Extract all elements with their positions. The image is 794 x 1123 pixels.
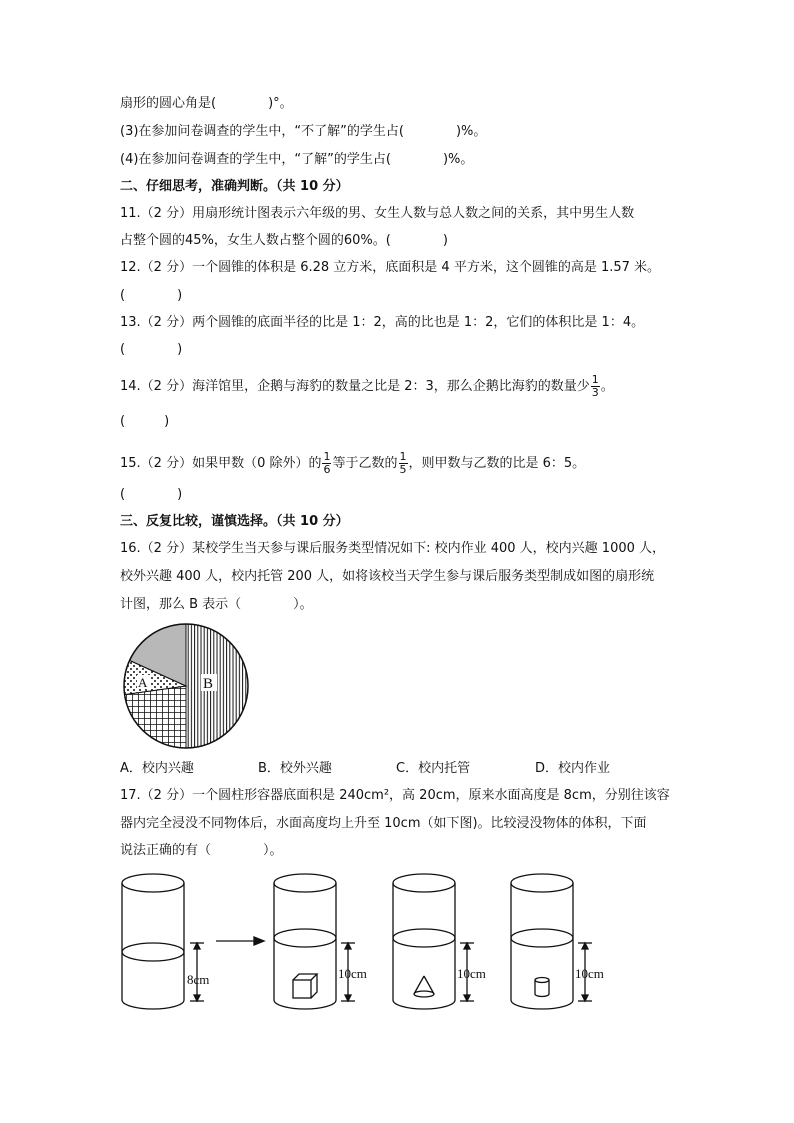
question-13-answer-paren: ( ) xyxy=(120,342,183,357)
section-heading: 三、反复比较，谨慎选择。（共 10 分） xyxy=(120,514,349,529)
pie-label-a: A xyxy=(138,675,148,690)
question-16-line3: 计图，那么 B 表示（ ）。 xyxy=(120,597,313,612)
fraction: $\frac{1}{5}$ xyxy=(399,450,407,476)
question-14-answer-paren: ( ) xyxy=(120,414,170,429)
label-10cm: 10cm xyxy=(338,966,367,981)
question-line: (3)在参加问卷调查的学生中，“不了解”的学生占( )%。 xyxy=(120,124,487,139)
cylinder-with-cone xyxy=(393,874,455,1009)
label-10cm: 10cm xyxy=(575,966,604,981)
pie-slice-grid xyxy=(125,686,186,748)
question-17-line1: 17.（2 分）一个圆柱形容器底面积是 240cm²，高 20cm，原来水面高度是 8cm，分别往该容 xyxy=(120,788,670,803)
question-line: 扇形的圆心角是( )°。 xyxy=(120,96,293,111)
question-15-line1: 15.（2 分）如果甲数（0 除外）的 $\frac{1}{6}$ 等于乙数的 $\frac{1}{5}$ ，则甲数与乙数的比是 6：5。 xyxy=(120,450,586,476)
pie-label-b: B xyxy=(203,676,214,692)
question-line: (4)在参加问卷调查的学生中，“了解”的学生占( )%。 xyxy=(120,152,474,167)
question-14-line1: 14.（2 分）海洋馆里，企鹅与海豹的数量之比是 2：3，那么企鹅比海豹的数量少 $\frac{1}{3}$ 。 xyxy=(120,373,614,399)
cylinder-original xyxy=(122,874,184,1009)
option-a[interactable]: A．校内兴趣 xyxy=(120,761,194,776)
question-12-answer-paren: ( ) xyxy=(120,288,183,303)
option-d[interactable]: D．校内作业 xyxy=(535,761,611,776)
question-12-line1: 12.（2 分）一个圆锥的体积是 6.28 立方米，底面积是 4 平方米，这个圆锥的高是 1.57 米。 xyxy=(120,260,661,275)
fraction: $\frac{1}{6}$ xyxy=(323,450,331,476)
option-c[interactable]: C．校内托管 xyxy=(396,761,471,776)
cylinders-figure xyxy=(110,868,620,1018)
section-heading: 二、仔细思考，准确判断。（共 10 分） xyxy=(120,179,349,194)
question-11-line1: 11.（2 分）用扇形统计图表示六年级的男、女生人数与总人数之间的关系，其中男生人数 xyxy=(120,206,635,221)
cylinder-with-cube xyxy=(274,874,336,1009)
question-14-text: 14.（2 分）海洋馆里，企鹅与海豹的数量之比是 2：3，那么企鹅比海豹的数量少 xyxy=(120,379,590,394)
question-11-line2: 占整个圆的45%，女生人数占整个圆的60%。( ) xyxy=(120,233,448,248)
question-17-line2: 器内完全浸没不同物体后，水面高度均上升至 10cm（如下图)。比较浸没物体的体积，下面 xyxy=(120,816,647,831)
question-15-answer-paren: ( ) xyxy=(120,487,183,502)
cylinder-with-small-cylinder xyxy=(511,874,573,1009)
question-16-line2: 校外兴趣 400 人，校内托管 200 人，如将该校当天学生参与课后服务类型制成如图的扇形统 xyxy=(120,569,655,584)
pie-chart-figure xyxy=(120,622,260,752)
question-16-line1: 16.（2 分）某校学生当天参与课后服务类型情况如下: 校内作业 400 人，校内兴趣 1000 人， xyxy=(120,541,666,556)
question-17-line3: 说法正确的有（ ）。 xyxy=(120,843,283,858)
fraction: $\frac{1}{3}$ xyxy=(591,373,599,399)
label-8cm: 8cm xyxy=(187,972,210,987)
option-b[interactable]: B．校外兴趣 xyxy=(258,761,332,776)
label-10cm: 10cm xyxy=(457,966,486,981)
question-13-line1: 13.（2 分）两个圆锥的底面半径的比是 1：2，高的比也是 1：2，它们的体积比是 1：4。 xyxy=(120,315,645,330)
